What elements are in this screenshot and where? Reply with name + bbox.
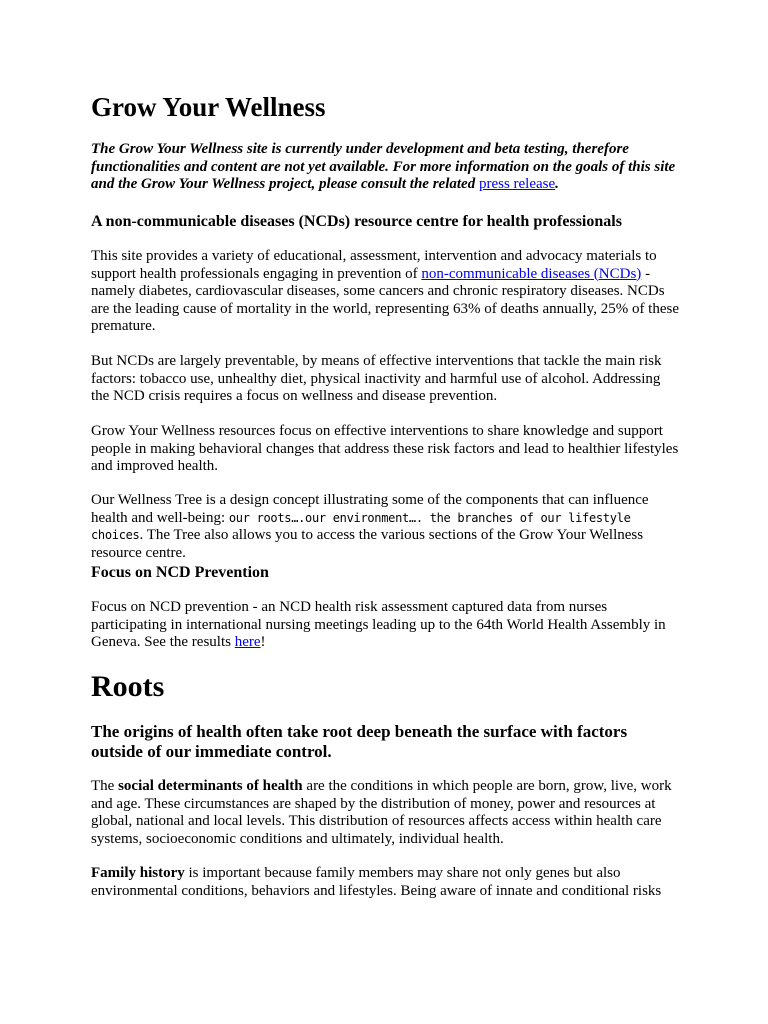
roots-subheading: The origins of health often take root deep beneath the surface with factors outside of our immediate control. [91, 722, 628, 761]
intro-paragraph [91, 141, 681, 194]
tree-components-text: our roots….our environment…. the branches of our lifestyle choices [91, 510, 631, 542]
focus-ncd-paragraph [91, 599, 681, 652]
para5-text-end: ! [260, 634, 266, 650]
para1-text: This site provides a variety of educational, assessment, intervention and advocacy materials to support health professionals engaging in prevention of [91, 248, 657, 282]
para1-text-end: - namely diabetes, cardiovascular diseases, some cancers and chronic respiratory diseases. NCDs are the leading cause of mortality in the world, representing 63% of deaths annually, 25% of these premature. [91, 265, 680, 334]
family-history-paragraph [91, 865, 681, 900]
wellness-tree-paragraph [91, 492, 681, 562]
intro-end: . [555, 176, 559, 192]
page-title: Grow Your Wellness [91, 92, 326, 122]
resources-paragraph: Grow Your Wellness resources focus on effective interventions to share knowledge and support people in making behavioral changes that address these risk factors and lead to healthier lifestyles and improved health. [91, 423, 679, 474]
intro-ncd-paragraph [91, 248, 681, 336]
para7-text: is important because family members may share not only genes but also environmental conditions, behaviors and lifestyles. Being aware of innate and conditional risks [91, 865, 662, 899]
focus-ncd-heading: Focus on NCD Prevention [91, 564, 269, 581]
social-determinants-paragraph [91, 778, 681, 848]
preventable-paragraph: But NCDs are largely preventable, by means of effective interventions that tackle the main risk factors: tobacco use, unhealthy diet, physical inactivity and harmful use of alcohol. Addressing the NCD crisis requires a focus on wellness and disease prevention. [91, 353, 662, 404]
intro-text: The Grow Your Wellness site is currently under development and beta testing, therefore functionalities and content are not yet available. For more information on the goals of this site and the Grow Your Wellness project, please consult the related [91, 141, 676, 192]
para4-text-end: . The Tree also allows you to access the various sections of the Grow Your Wellness resource centre. [91, 527, 644, 561]
family-history-term: Family history [91, 865, 185, 881]
para6-text: The [91, 778, 119, 794]
roots-title: Roots [91, 670, 165, 703]
ncd-resource-heading: A non-communicable diseases (NCDs) resource centre for health professionals [91, 213, 622, 230]
results-here-link[interactable]: here [234, 634, 261, 650]
para6-text-end: are the conditions in which people are born, grow, live, work and age. These circumstances are shaped by the distribution of money, power and resources at global, national and local levels. This distribution of resources affects access within health care systems, socioeconomic conditions and ultimately, individual health. [91, 778, 672, 847]
ncd-link[interactable]: non-communicable diseases (NCDs) [421, 265, 642, 282]
press-release-link[interactable]: press release [478, 176, 556, 192]
social-determinants-term: social determinants of health [118, 778, 303, 794]
para4-text: Our Wellness Tree is a design concept illustrating some of the components that can influence health and well-being: [91, 492, 649, 526]
para5-text: Focus on NCD prevention - an NCD health risk assessment captured data from nurses participating in international nursing meetings leading up to the 64th World Health Assembly in Geneva. See the results [91, 599, 666, 650]
